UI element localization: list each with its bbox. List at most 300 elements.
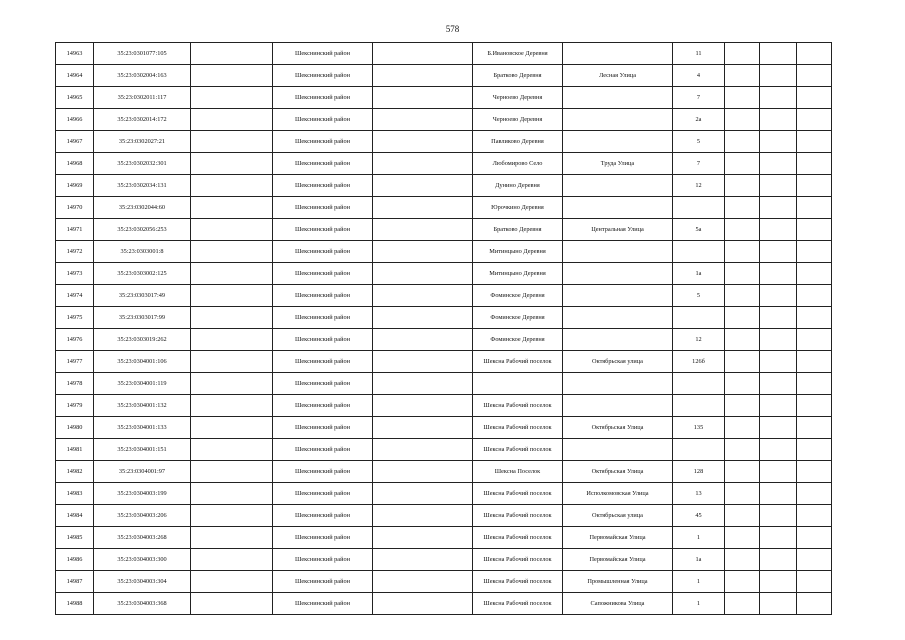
cell-record-number: 14983	[56, 483, 94, 505]
cell-col-empty-5	[797, 549, 832, 571]
cell-col-empty-5	[797, 65, 832, 87]
table-row	[56, 571, 832, 593]
cell-cadastral-number: 35:23:0302056:253	[94, 219, 191, 241]
cell-settlement: Павликово Деревня	[473, 131, 563, 153]
cell-street: Октябрьская Улица	[563, 417, 673, 439]
cell-col-empty-4	[760, 109, 797, 131]
cell-col-empty-5	[797, 439, 832, 461]
cell-col-empty-2	[373, 461, 473, 483]
cell-col-empty-5	[797, 241, 832, 263]
cell-record-number: 14988	[56, 593, 94, 615]
cell-street	[563, 241, 673, 263]
cell-col-empty-3	[725, 439, 760, 461]
cell-house-number	[673, 241, 725, 263]
cell-col-empty-1	[191, 395, 273, 417]
cell-cadastral-number: 35:23:0304003:300	[94, 549, 191, 571]
cell-col-empty-4	[760, 549, 797, 571]
cell-street: Труда Улица	[563, 153, 673, 175]
cell-house-number	[673, 197, 725, 219]
cell-col-empty-4	[760, 307, 797, 329]
cell-district: Шекснинский район	[273, 153, 373, 175]
cell-col-empty-3	[725, 593, 760, 615]
cell-col-empty-2	[373, 571, 473, 593]
cell-col-empty-3	[725, 175, 760, 197]
cell-settlement: Шексна Рабочий поселок	[473, 351, 563, 373]
cell-record-number: 14970	[56, 197, 94, 219]
cell-district: Шекснинский район	[273, 285, 373, 307]
cell-cadastral-number: 35:23:0303017:99	[94, 307, 191, 329]
cell-cadastral-number: 35:23:0302027:21	[94, 131, 191, 153]
cell-district: Шекснинский район	[273, 483, 373, 505]
table-row	[56, 483, 832, 505]
cell-record-number: 14972	[56, 241, 94, 263]
cell-settlement: Шексна Рабочий поселок	[473, 483, 563, 505]
table-row	[56, 219, 832, 241]
cell-col-empty-5	[797, 329, 832, 351]
cell-col-empty-4	[760, 175, 797, 197]
cell-street: Сапожникова Улица	[563, 593, 673, 615]
cell-col-empty-4	[760, 197, 797, 219]
cell-col-empty-4	[760, 593, 797, 615]
cell-col-empty-5	[797, 131, 832, 153]
cell-col-empty-5	[797, 593, 832, 615]
cell-district: Шекснинский район	[273, 571, 373, 593]
cell-col-empty-5	[797, 505, 832, 527]
table-row	[56, 439, 832, 461]
cell-col-empty-1	[191, 87, 273, 109]
table-row	[56, 505, 832, 527]
cell-col-empty-3	[725, 351, 760, 373]
cell-col-empty-5	[797, 483, 832, 505]
cell-house-number: 5	[673, 131, 725, 153]
cell-street: Октябрьская улица	[563, 505, 673, 527]
cell-col-empty-3	[725, 483, 760, 505]
cell-col-empty-2	[373, 131, 473, 153]
cell-col-empty-5	[797, 373, 832, 395]
cell-col-empty-1	[191, 197, 273, 219]
cell-street: Промышленная Улица	[563, 571, 673, 593]
cell-col-empty-4	[760, 439, 797, 461]
cell-col-empty-5	[797, 461, 832, 483]
cell-street	[563, 307, 673, 329]
cell-cadastral-number: 35:23:0304001:133	[94, 417, 191, 439]
table-row	[56, 329, 832, 351]
cell-col-empty-4	[760, 263, 797, 285]
page-number: 578	[445, 24, 460, 34]
cell-col-empty-5	[797, 417, 832, 439]
cell-street: Центральная Улица	[563, 219, 673, 241]
cell-col-empty-2	[373, 87, 473, 109]
cell-col-empty-5	[797, 263, 832, 285]
cell-col-empty-4	[760, 131, 797, 153]
cell-col-empty-5	[797, 571, 832, 593]
cell-col-empty-1	[191, 417, 273, 439]
table-row	[56, 197, 832, 219]
cell-street: Первомайская Улица	[563, 549, 673, 571]
cell-street	[563, 395, 673, 417]
cell-col-empty-1	[191, 307, 273, 329]
cell-cadastral-number: 35:23:0304001:132	[94, 395, 191, 417]
cell-settlement: Черноево Деревня	[473, 87, 563, 109]
table-row	[56, 131, 832, 153]
cell-col-empty-1	[191, 241, 273, 263]
cell-street	[563, 87, 673, 109]
cell-district: Шекснинский район	[273, 197, 373, 219]
cell-col-empty-2	[373, 109, 473, 131]
cell-district: Шекснинский район	[273, 131, 373, 153]
cell-cadastral-number: 35:23:0302032:301	[94, 153, 191, 175]
cell-house-number: 5а	[673, 219, 725, 241]
cell-col-empty-2	[373, 43, 473, 65]
cell-record-number: 14963	[56, 43, 94, 65]
cell-col-empty-4	[760, 527, 797, 549]
cell-house-number: 1	[673, 527, 725, 549]
cell-col-empty-4	[760, 417, 797, 439]
cell-col-empty-2	[373, 593, 473, 615]
cell-col-empty-1	[191, 329, 273, 351]
cell-col-empty-2	[373, 219, 473, 241]
cell-col-empty-4	[760, 65, 797, 87]
cell-record-number: 14975	[56, 307, 94, 329]
cell-house-number: 7	[673, 87, 725, 109]
cell-col-empty-3	[725, 109, 760, 131]
cell-col-empty-1	[191, 285, 273, 307]
cell-house-number: 2а	[673, 109, 725, 131]
cell-col-empty-1	[191, 351, 273, 373]
cell-col-empty-5	[797, 109, 832, 131]
cell-street	[563, 439, 673, 461]
cell-col-empty-3	[725, 43, 760, 65]
cell-col-empty-2	[373, 483, 473, 505]
cell-record-number: 14974	[56, 285, 94, 307]
cell-col-empty-1	[191, 439, 273, 461]
cell-house-number: 4	[673, 65, 725, 87]
cell-col-empty-3	[725, 571, 760, 593]
table-row	[56, 373, 832, 395]
cell-cadastral-number: 35:23:0302011:117	[94, 87, 191, 109]
cell-district: Шекснинский район	[273, 175, 373, 197]
cell-street	[563, 263, 673, 285]
table-row	[56, 461, 832, 483]
cell-col-empty-5	[797, 307, 832, 329]
cell-col-empty-3	[725, 131, 760, 153]
cell-record-number: 14966	[56, 109, 94, 131]
cell-col-empty-1	[191, 263, 273, 285]
cell-settlement: Шексна Рабочий поселок	[473, 505, 563, 527]
cell-district: Шекснинский район	[273, 439, 373, 461]
cell-col-empty-1	[191, 505, 273, 527]
cell-settlement: Фоминское Деревня	[473, 285, 563, 307]
cell-record-number: 14976	[56, 329, 94, 351]
cell-street	[563, 373, 673, 395]
cell-street: Октябрьская Улица	[563, 461, 673, 483]
cell-settlement: Шексна Рабочий поселок	[473, 439, 563, 461]
cell-col-empty-5	[797, 285, 832, 307]
cell-house-number: 11	[673, 43, 725, 65]
cell-cadastral-number: 35:23:0304003:304	[94, 571, 191, 593]
cell-settlement: Любомирово Село	[473, 153, 563, 175]
cell-col-empty-4	[760, 351, 797, 373]
registry-table	[55, 42, 832, 615]
cell-col-empty-3	[725, 241, 760, 263]
cell-cadastral-number: 35:23:0304001:119	[94, 373, 191, 395]
cell-cadastral-number: 35:23:0303017:49	[94, 285, 191, 307]
table-row	[56, 87, 832, 109]
table-row	[56, 549, 832, 571]
cell-cadastral-number: 35:23:0304001:106	[94, 351, 191, 373]
cell-col-empty-1	[191, 527, 273, 549]
cell-street	[563, 175, 673, 197]
cell-street	[563, 197, 673, 219]
table-row	[56, 307, 832, 329]
table-row	[56, 417, 832, 439]
cell-col-empty-5	[797, 219, 832, 241]
cell-house-number: 128	[673, 461, 725, 483]
cell-record-number: 14973	[56, 263, 94, 285]
cell-col-empty-4	[760, 571, 797, 593]
cell-house-number	[673, 373, 725, 395]
cell-col-empty-3	[725, 549, 760, 571]
cell-col-empty-2	[373, 241, 473, 263]
cell-record-number: 14969	[56, 175, 94, 197]
table-row	[56, 351, 832, 373]
cell-settlement: Б.Ивановское Деревня	[473, 43, 563, 65]
cell-record-number: 14982	[56, 461, 94, 483]
cell-house-number: 135	[673, 417, 725, 439]
cell-col-empty-1	[191, 43, 273, 65]
cell-col-empty-4	[760, 153, 797, 175]
cell-col-empty-2	[373, 153, 473, 175]
cell-col-empty-1	[191, 373, 273, 395]
cell-col-empty-1	[191, 175, 273, 197]
cell-col-empty-2	[373, 373, 473, 395]
table-row	[56, 285, 832, 307]
cell-col-empty-5	[797, 351, 832, 373]
cell-district: Шекснинский район	[273, 263, 373, 285]
cell-house-number: 13	[673, 483, 725, 505]
cell-district: Шекснинский район	[273, 87, 373, 109]
cell-district: Шекснинский район	[273, 329, 373, 351]
cell-col-empty-4	[760, 395, 797, 417]
cell-settlement: Шексна Рабочий поселок	[473, 395, 563, 417]
table-row	[56, 241, 832, 263]
cell-cadastral-number: 35:23:0304003:368	[94, 593, 191, 615]
cell-house-number: 1а	[673, 549, 725, 571]
cell-col-empty-1	[191, 571, 273, 593]
cell-record-number: 14977	[56, 351, 94, 373]
cell-record-number: 14965	[56, 87, 94, 109]
cell-district: Шекснинский район	[273, 307, 373, 329]
cell-cadastral-number: 35:23:0301077:105	[94, 43, 191, 65]
cell-col-empty-2	[373, 527, 473, 549]
cell-col-empty-2	[373, 329, 473, 351]
cell-house-number: 7	[673, 153, 725, 175]
cell-settlement: Митинцыно Деревня	[473, 241, 563, 263]
cell-record-number: 14967	[56, 131, 94, 153]
cell-cadastral-number: 35:23:0302004:163	[94, 65, 191, 87]
cell-record-number: 14968	[56, 153, 94, 175]
cell-col-empty-3	[725, 417, 760, 439]
cell-col-empty-1	[191, 549, 273, 571]
cell-col-empty-1	[191, 461, 273, 483]
cell-record-number: 14986	[56, 549, 94, 571]
cell-settlement: Братково Деревня	[473, 65, 563, 87]
cell-col-empty-2	[373, 505, 473, 527]
cell-col-empty-3	[725, 197, 760, 219]
registry-table-body	[56, 43, 832, 615]
cell-record-number: 14984	[56, 505, 94, 527]
cell-col-empty-3	[725, 219, 760, 241]
cell-col-empty-3	[725, 395, 760, 417]
cell-col-empty-2	[373, 285, 473, 307]
cell-record-number: 14980	[56, 417, 94, 439]
cell-district: Шекснинский район	[273, 461, 373, 483]
cell-col-empty-2	[373, 351, 473, 373]
cell-cadastral-number: 35:23:0302044:60	[94, 197, 191, 219]
cell-col-empty-2	[373, 65, 473, 87]
cell-record-number: 14979	[56, 395, 94, 417]
cell-col-empty-2	[373, 197, 473, 219]
cell-street: Первомайская Улица	[563, 527, 673, 549]
cell-house-number: 12	[673, 329, 725, 351]
cell-settlement: Шексна Рабочий поселок	[473, 527, 563, 549]
cell-settlement: Дунино Деревня	[473, 175, 563, 197]
cell-col-empty-4	[760, 329, 797, 351]
cell-house-number: 45	[673, 505, 725, 527]
cell-col-empty-3	[725, 285, 760, 307]
cell-col-empty-3	[725, 461, 760, 483]
cell-col-empty-3	[725, 527, 760, 549]
cell-cadastral-number: 35:23:0302034:131	[94, 175, 191, 197]
cell-settlement: Юрочкино Деревня	[473, 197, 563, 219]
cell-col-empty-1	[191, 593, 273, 615]
cell-street	[563, 131, 673, 153]
cell-settlement: Фоминское Деревня	[473, 307, 563, 329]
cell-col-empty-5	[797, 87, 832, 109]
cell-col-empty-4	[760, 373, 797, 395]
cell-street	[563, 109, 673, 131]
cell-district: Шекснинский район	[273, 527, 373, 549]
cell-record-number: 14978	[56, 373, 94, 395]
cell-district: Шекснинский район	[273, 241, 373, 263]
cell-house-number: 12	[673, 175, 725, 197]
cell-district: Шекснинский район	[273, 417, 373, 439]
cell-record-number: 14971	[56, 219, 94, 241]
cell-col-empty-5	[797, 43, 832, 65]
cell-district: Шекснинский район	[273, 65, 373, 87]
cell-cadastral-number: 35:23:0302014:172	[94, 109, 191, 131]
cell-settlement	[473, 373, 563, 395]
cell-col-empty-2	[373, 175, 473, 197]
cell-col-empty-4	[760, 285, 797, 307]
cell-settlement: Шексна Рабочий поселок	[473, 549, 563, 571]
cell-cadastral-number: 35:23:0303001:8	[94, 241, 191, 263]
table-row	[56, 395, 832, 417]
cell-settlement: Шексна Рабочий поселок	[473, 593, 563, 615]
cell-col-empty-2	[373, 549, 473, 571]
cell-house-number: 5	[673, 285, 725, 307]
cell-cadastral-number: 35:23:0304001:151	[94, 439, 191, 461]
cell-district: Шекснинский район	[273, 219, 373, 241]
cell-house-number: 126б	[673, 351, 725, 373]
cell-street	[563, 329, 673, 351]
table-row	[56, 153, 832, 175]
cell-settlement: Шексна Поселок	[473, 461, 563, 483]
cell-house-number	[673, 439, 725, 461]
cell-col-empty-4	[760, 483, 797, 505]
cell-col-empty-3	[725, 65, 760, 87]
cell-district: Шекснинский район	[273, 505, 373, 527]
cell-col-empty-1	[191, 109, 273, 131]
cell-settlement: Братково Деревня	[473, 219, 563, 241]
cell-record-number: 14964	[56, 65, 94, 87]
cell-district: Шекснинский район	[273, 109, 373, 131]
cell-col-empty-3	[725, 153, 760, 175]
cell-street: Октябрьская улица	[563, 351, 673, 373]
cell-settlement: Шексна Рабочий поселок	[473, 417, 563, 439]
cell-col-empty-2	[373, 395, 473, 417]
cell-house-number: 1а	[673, 263, 725, 285]
cell-col-empty-5	[797, 527, 832, 549]
cell-house-number: 1	[673, 593, 725, 615]
cell-col-empty-1	[191, 483, 273, 505]
cell-house-number	[673, 395, 725, 417]
cell-street	[563, 43, 673, 65]
cell-col-empty-4	[760, 87, 797, 109]
cell-col-empty-5	[797, 175, 832, 197]
cell-district: Шекснинский район	[273, 593, 373, 615]
cell-settlement: Черноево Деревня	[473, 109, 563, 131]
cell-district: Шекснинский район	[273, 373, 373, 395]
cell-col-empty-3	[725, 263, 760, 285]
cell-col-empty-4	[760, 43, 797, 65]
cell-house-number	[673, 307, 725, 329]
cell-settlement: Митинцыно Деревня	[473, 263, 563, 285]
cell-cadastral-number: 35:23:0303019:262	[94, 329, 191, 351]
cell-record-number: 14987	[56, 571, 94, 593]
table-row	[56, 175, 832, 197]
cell-cadastral-number: 35:23:0304001:97	[94, 461, 191, 483]
cell-district: Шекснинский район	[273, 395, 373, 417]
cell-col-empty-4	[760, 241, 797, 263]
cell-col-empty-5	[797, 395, 832, 417]
table-row	[56, 43, 832, 65]
table-row	[56, 109, 832, 131]
table-row	[56, 263, 832, 285]
cell-col-empty-2	[373, 439, 473, 461]
cell-col-empty-3	[725, 329, 760, 351]
cell-col-empty-1	[191, 131, 273, 153]
cell-col-empty-1	[191, 65, 273, 87]
cell-district: Шекснинский район	[273, 549, 373, 571]
cell-col-empty-1	[191, 219, 273, 241]
cell-col-empty-3	[725, 373, 760, 395]
table-row	[56, 65, 832, 87]
cell-col-empty-3	[725, 87, 760, 109]
cell-cadastral-number: 35:23:0304003:199	[94, 483, 191, 505]
cell-col-empty-1	[191, 153, 273, 175]
cell-col-empty-3	[725, 505, 760, 527]
cell-col-empty-4	[760, 219, 797, 241]
cell-cadastral-number: 35:23:0304003:206	[94, 505, 191, 527]
cell-district: Шекснинский район	[273, 43, 373, 65]
cell-street: Лесная Улица	[563, 65, 673, 87]
cell-col-empty-4	[760, 505, 797, 527]
cell-col-empty-2	[373, 417, 473, 439]
cell-col-empty-2	[373, 307, 473, 329]
cell-street	[563, 285, 673, 307]
cell-record-number: 14985	[56, 527, 94, 549]
